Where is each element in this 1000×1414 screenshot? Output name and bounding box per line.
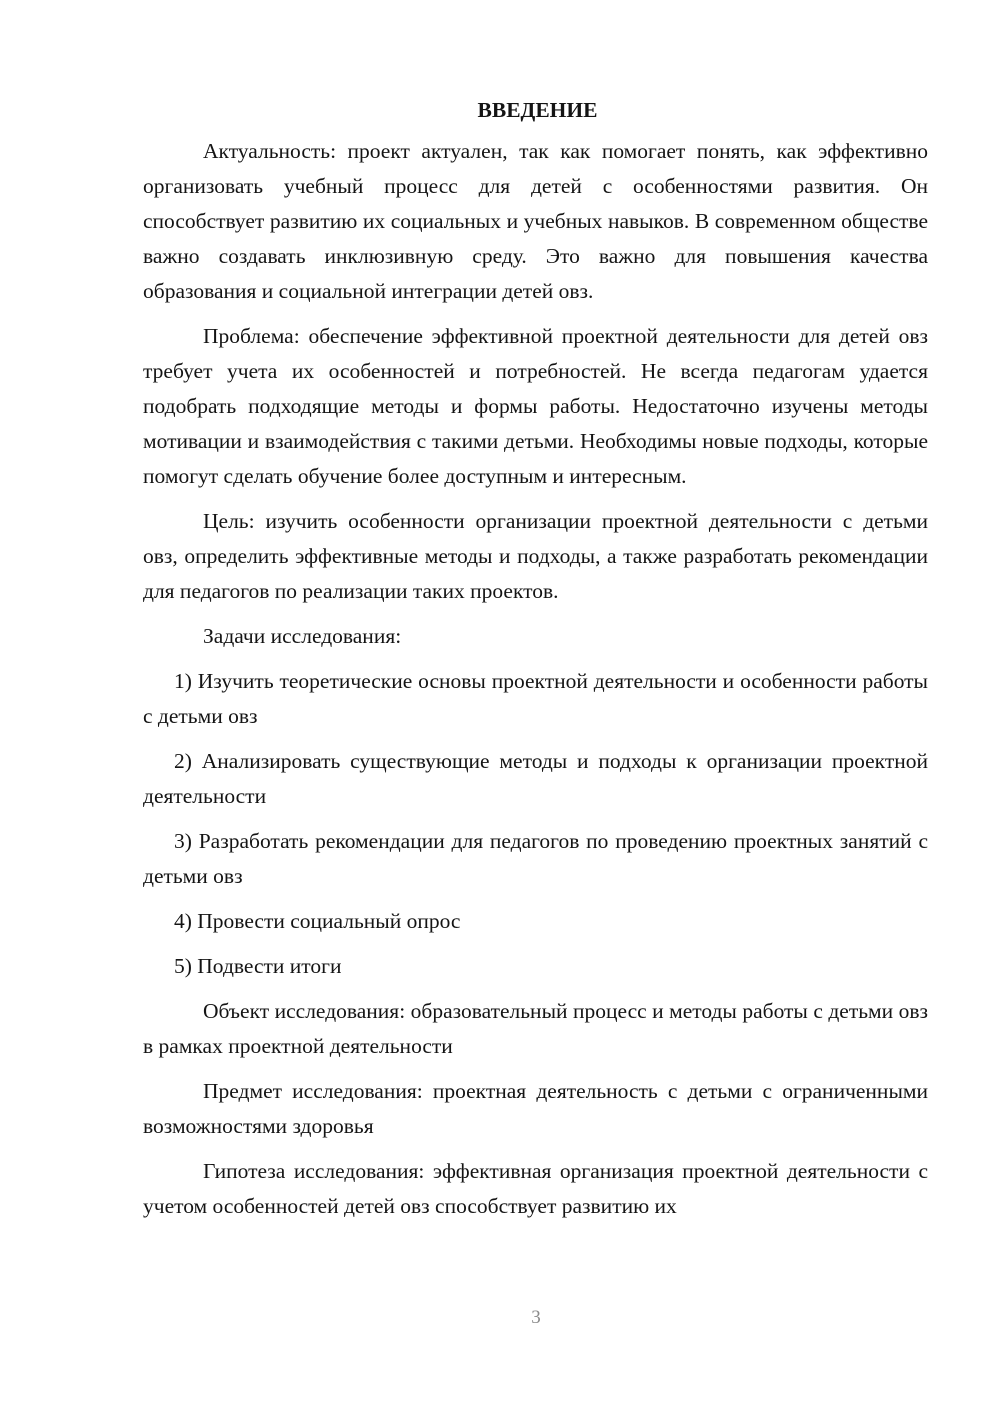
- task-item-3: 3) Разработать рекомендации для педагогов по проведению проектных занятий с детьми овз: [143, 829, 928, 888]
- page-number: 3: [531, 1307, 541, 1328]
- paragraph-goal: Цель: изучить особенности организации проектной деятельности с детьми овз, определить эффективные методы и подходы, а также разработать рекомендации для педагогов по реализации таких проектов.: [143, 509, 928, 603]
- paragraph-object: Объект исследования: образовательный процесс и методы работы с детьми овз в рамках проектной деятельности: [143, 999, 928, 1058]
- document-body: [143, 93, 928, 1234]
- paragraph-tasks-heading: Задачи исследования:: [203, 624, 402, 648]
- task-item-2: 2) Анализировать существующие методы и подходы к организации проектной деятельности: [143, 749, 928, 808]
- paragraph-relevance: Актуальность: проект актуален, так как помогает понять, как эффективно организовать учебный процесс для детей с особенностями развития. Он способствует развитию их социальных и учебных навыков. В современном обществе важно создавать инклюзивную среду. Это важно для повышения качества образования и социальной интеграции детей овз.: [143, 139, 928, 303]
- paragraph-hypothesis: Гипотеза исследования: эффективная организация проектной деятельности с учетом особенностей детей овз способствует развитию их: [143, 1159, 928, 1218]
- task-item-1: 1) Изучить теоретические основы проектной деятельности и особенности работы с детьми овз: [143, 669, 928, 728]
- task-item-4: 4) Провести социальный опрос: [174, 909, 461, 933]
- paragraph-problem: Проблема: обеспечение эффективной проектной деятельности для детей овз требует учета их особенностей и потребностей. Не всегда педагогам удается подобрать подходящие методы и формы работы. Недостаточно изучены методы мотивации и взаимодействия с такими детьми. Необходимы новые подходы, которые помогут сделать обучение более доступным и интересным.: [143, 324, 928, 488]
- task-item-5: 5) Подвести итоги: [174, 954, 342, 978]
- section-title: ВВЕДЕНИЕ: [477, 98, 598, 122]
- paragraph-subject: Предмет исследования: проектная деятельность с детьми с ограниченными возможностями здоровья: [143, 1079, 928, 1138]
